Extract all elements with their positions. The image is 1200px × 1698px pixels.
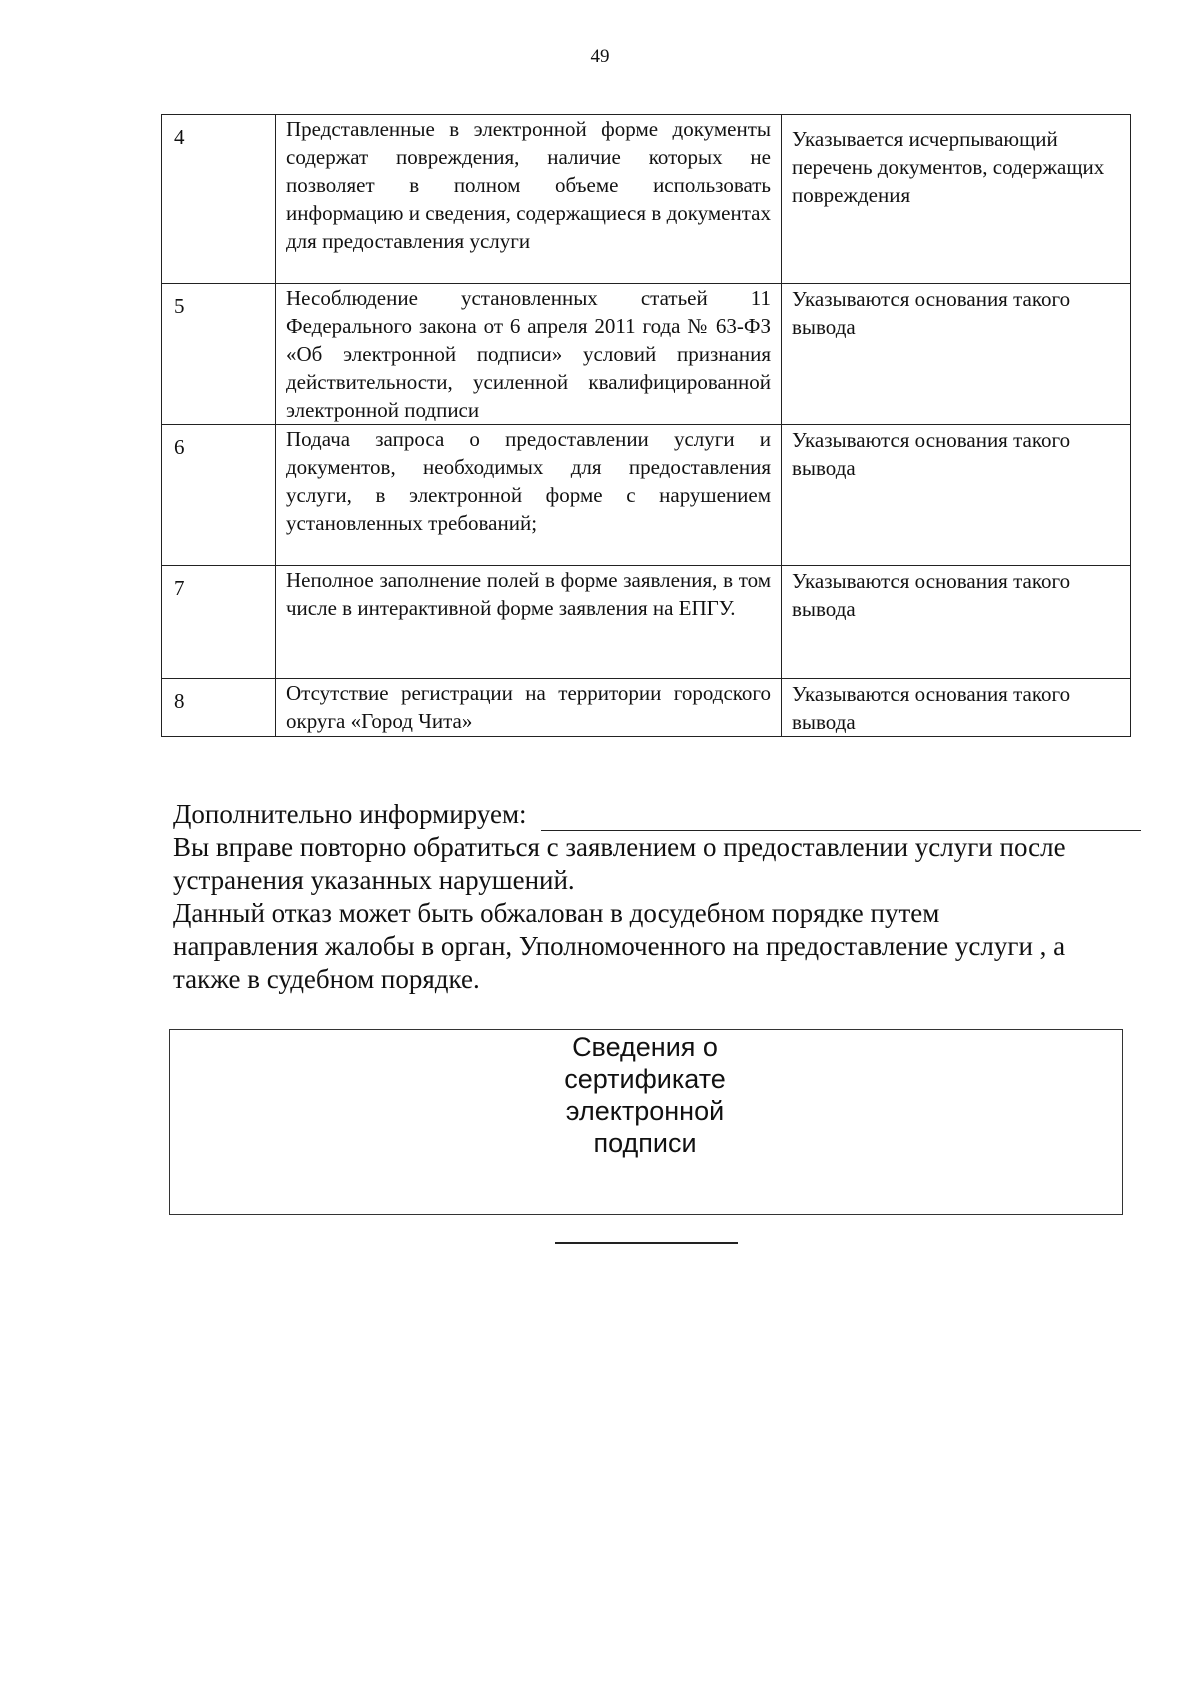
info-paragraph-line: также в судебном порядке. <box>173 964 480 994</box>
refusal-reason: Подача запроса о предоставлении услуги и документов, необходимых для предоставления услуги, в электронной форме с нарушением установленных требований; <box>276 425 782 566</box>
row-number: 8 <box>162 679 276 737</box>
refusal-reason: Неполное заполнение полей в форме заявления, в том числе в интерактивной форме заявления на ЕПГУ. <box>276 566 782 679</box>
reason-explanation: Указывается исчерпывающий перечень документов, содержащих повреждения <box>782 115 1131 284</box>
table-row <box>162 425 1131 566</box>
fill-in-blank <box>541 803 1141 831</box>
signature-text-line: подписи <box>593 1128 697 1158</box>
row-number: 4 <box>162 115 276 284</box>
reason-explanation: Указываются основания такого вывода <box>782 566 1131 679</box>
row-number: 5 <box>162 284 276 425</box>
row-number: 6 <box>162 425 276 566</box>
reason-explanation: Указываются основания такого вывода <box>782 425 1131 566</box>
table-row <box>162 679 1131 737</box>
signature-text-line: электронной <box>565 1096 725 1126</box>
additional-info-block <box>173 798 1173 996</box>
reason-explanation: Указываются основания такого вывода <box>782 679 1131 737</box>
refusal-reasons-table <box>161 114 1131 737</box>
end-divider-line <box>555 1242 738 1244</box>
info-paragraph-line: Данный отказ может быть обжалован в досудебном порядке путем <box>173 898 940 928</box>
table-row <box>162 115 1131 284</box>
page-number: 49 <box>590 46 610 67</box>
signature-text-line: сертификате <box>564 1064 726 1094</box>
refusal-reason: Представленные в электронной форме документы содержат повреждения, наличие которых не позволяет в полном объеме использовать информацию и сведения, содержащиеся в документах для предоставления услуги <box>276 115 782 284</box>
table-row <box>162 284 1131 425</box>
info-paragraph-line: устранения указанных нарушений. <box>173 865 575 895</box>
additional-info-label: Дополнительно информируем: <box>173 799 527 829</box>
refusal-reason: Несоблюдение установленных статьей 11 Федерального закона от 6 апреля 2011 года № 63-ФЗ «Об электронной подписи» условий признания действительности, усиленной квалифицированной электронной подписи <box>276 284 782 425</box>
info-paragraph-line: Вы вправе повторно обратиться с заявлением о предоставлении услуги после <box>173 832 1066 862</box>
reason-explanation: Указываются основания такого вывода <box>782 284 1131 425</box>
row-number: 7 <box>162 566 276 679</box>
signature-text-line: Сведения о <box>572 1032 718 1062</box>
info-paragraph-line: направления жалобы в орган, Уполномоченного на предоставление услуги , а <box>173 931 1066 961</box>
table-row <box>162 566 1131 679</box>
additional-info-line <box>173 798 1173 831</box>
refusal-reason: Отсутствие регистрации на территории городского округа «Город Чита» <box>276 679 782 737</box>
signature-certificate-text <box>520 1031 770 1159</box>
